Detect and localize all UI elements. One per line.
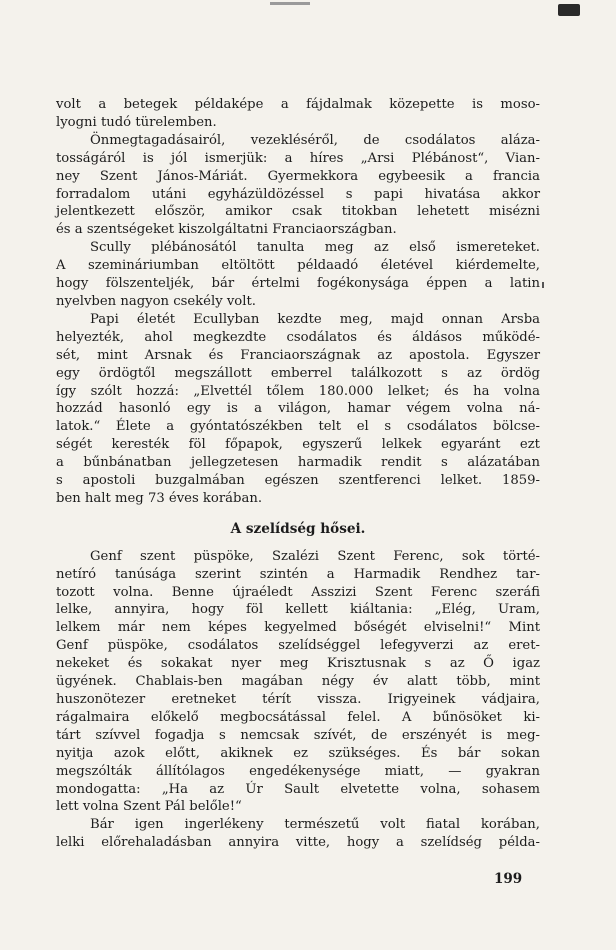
text-line: sét, mint Arsnak és Franciaországnak az apostola. Egyszer bbox=[56, 347, 540, 363]
text-line: Genf püspöke, csodálatos szelídséggel lefegyverzi az eret- bbox=[56, 638, 540, 654]
text-line: tosságáról is jól ismerjük: a híres „Arsi Plébánost“, Vian- bbox=[56, 150, 540, 166]
text-line: Bár igen ingerlékeny természetű volt fiatal korában, bbox=[90, 817, 540, 833]
text-line: ségét keresték föl főpapok, egyszerű lelkek egyaránt ezt bbox=[56, 437, 540, 453]
text-line: nekeket és sokakat nyer meg Krisztusnak s az Ő igaz bbox=[56, 656, 540, 672]
body-text bbox=[56, 96, 540, 852]
text-line: lelkem már nem képes kegyelmed bőségét elviselni!“ Mint bbox=[56, 620, 540, 636]
text-line: helyezték, ahol megkezdte csodálatos és áldásos működé- bbox=[56, 329, 540, 345]
text-line: rágalmaira előkelő megbocsátással felel. A bűnösöket ki- bbox=[56, 709, 540, 725]
scan-artifact bbox=[558, 4, 580, 16]
text-line: Önmegtagadásairól, vezekléséről, de csodálatos aláza- bbox=[90, 132, 540, 148]
text-line: és a szentségeket kiszolgáltatni Franciaországban. bbox=[56, 222, 397, 238]
text-line: lelki előrehaladásban annyira vitte, hogy a szelídség példa- bbox=[56, 835, 540, 851]
text-line: lyogni tudó türelemben. bbox=[56, 114, 217, 130]
text-line: huszonötezer eretneket térít vissza. Irigyeinek vádjaira, bbox=[56, 692, 540, 707]
text-line: nyitja azok előtt, akiknek ez szükséges. És bár sokan bbox=[56, 745, 540, 761]
text-line: így szólt hozzá: „Elvettél tőlem 180.000 lelket; és ha volna bbox=[56, 383, 540, 399]
paragraphs-vianney bbox=[56, 96, 540, 508]
text-line: lett volna Szent Pál belőle!“ bbox=[56, 799, 242, 815]
text-line: Papi életét Ecullyban kezdte meg, majd onnan Arsba bbox=[90, 311, 540, 327]
text-line: latok.“ Élete a gyóntatószékben telt el s csodálatos bölcse- bbox=[56, 419, 540, 435]
paragraphs-szalezi bbox=[56, 548, 540, 852]
text-line: volt a betegek példaképe a fájdalmak közepette is moso- bbox=[56, 97, 540, 112]
text-line: s apostoli buzgalmában egészen szentferenci lelket. 1859- bbox=[56, 473, 540, 489]
text-line: netíró tanúsága szerint szintén a Harmadik Rendhez tar- bbox=[56, 566, 540, 582]
text-line: Genf szent püspöke, Szalézi Szent Ferenc, sok törté- bbox=[90, 548, 540, 564]
text-line: jelentkezett először, amikor csak titokban lehetett misézni bbox=[56, 204, 540, 220]
text-line: ben halt meg 73 éves korában. bbox=[56, 490, 263, 506]
text-line: forradalom utáni egyházüldözéssel s papi hivatása akkor bbox=[56, 186, 540, 202]
section-heading: A szelídség hősei. bbox=[230, 520, 366, 537]
text-line: A szemináriumban eltöltött példaadó életével kiérdemelte, bbox=[56, 258, 540, 274]
text-line: tárt szívvel fogadja s nemcsak szívét, de erszényét is meg- bbox=[56, 727, 540, 743]
page-number: 199 bbox=[494, 871, 523, 887]
text-line: lelke, annyira, hogy föl kellett kiáltania: „Elég, Uram, bbox=[56, 602, 540, 618]
text-line: nyelvben nagyon csekély volt. bbox=[56, 293, 256, 309]
text-line: a bűnbánatban jellegzetesen harmadik rendit s alázatában bbox=[56, 455, 540, 471]
margin-mark bbox=[542, 282, 544, 288]
text-line: ney Szent János-Máriát. Gyermekkora egybeesik a francia bbox=[56, 168, 540, 184]
text-line: Scully plébánosától tanulta meg az első ismereteket. bbox=[90, 240, 540, 256]
text-line: egy ördögtől megszállott emberrel találkozott s az ördög bbox=[56, 365, 540, 381]
text-line: mondogatta: „Ha az Úr Sault elvetette volna, sohasem bbox=[56, 781, 540, 797]
text-line: tozott volna. Benne újraéledt Asszizi Szent Ferenc szeráfi bbox=[56, 584, 540, 600]
scan-artifact-top bbox=[270, 2, 310, 5]
text-line: ügyének. Chablais-ben magában négy év alatt több, mint bbox=[56, 674, 540, 690]
text-line: hozzád hasonló egy is a világon, hamar végem volna ná- bbox=[56, 401, 540, 417]
text-line: hogy fölszenteljék, bár értelmi fogékonysága éppen a latin bbox=[56, 276, 540, 292]
text-line: megszólták állítólagos engedékenysége miatt, — gyakran bbox=[56, 763, 540, 779]
